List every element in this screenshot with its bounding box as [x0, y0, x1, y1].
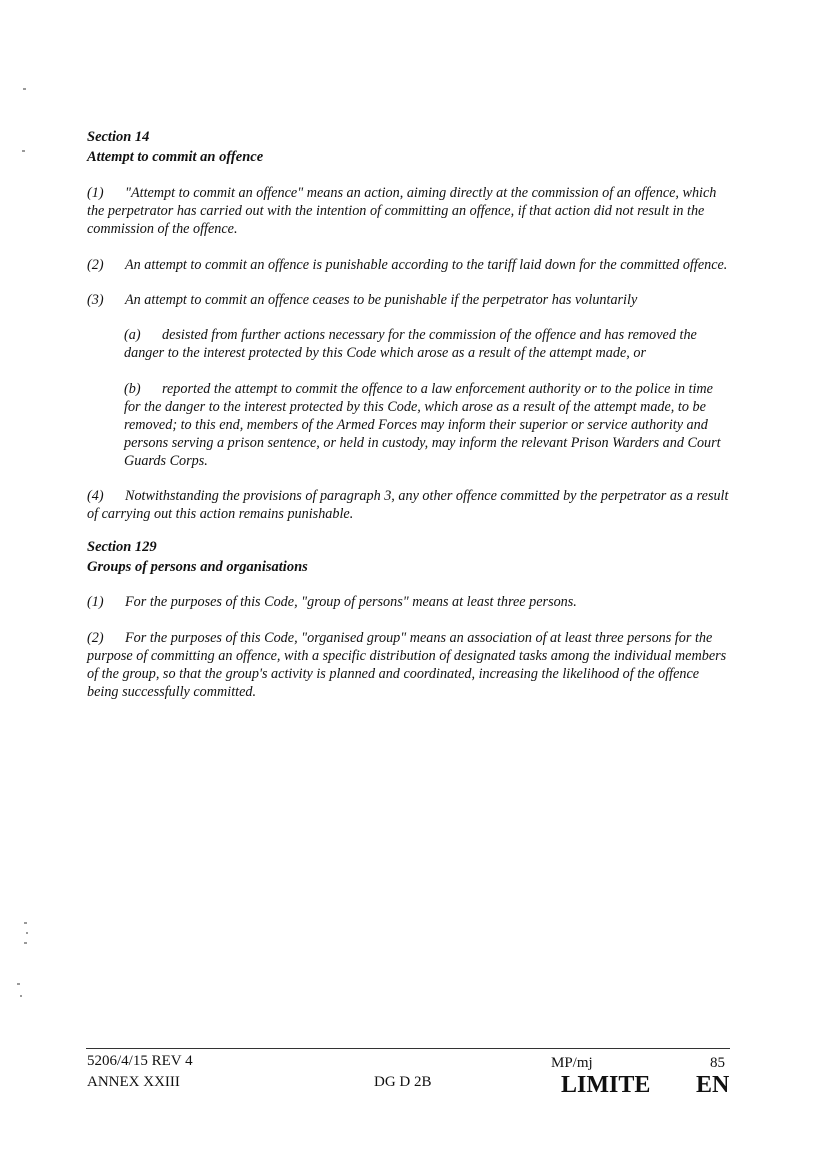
section-129 — [87, 537, 732, 701]
paragraph-4 — [87, 487, 732, 523]
section-129-title: Groups of persons and organisations — [87, 559, 308, 575]
paragraph-text: For the purposes of this Code, "organised group" means an association of at least three persons for the purpose of committing an offence, with a specific distribution of designated tasks among the individual members of the group, so that the group's activity is planned and coordinated, increasing the likelihood of the offence being successfully committed. — [87, 630, 727, 700]
classification-label: LIMITE — [561, 1072, 651, 1098]
paragraph-number: (1) — [87, 185, 104, 201]
author-initials: MP/mj — [551, 1055, 593, 1071]
language-code: EN — [696, 1072, 730, 1098]
paragraph-text: For the purposes of this Code, "group of persons" means at least three persons. — [125, 594, 577, 610]
section-14-label: Section 14 — [87, 129, 150, 145]
subparagraph-text: reported the attempt to commit the offence to a law enforcement authority or to the police in time for the danger to the interest protected by this Code, which arose as a result of the attempt made, to be removed; to this end, members of the Armed Forces may inform their superior or service authority and persons serving a prison sentence, or held in custody, may inform the relevant Prison Warders and Court Guards Corps. — [124, 381, 721, 469]
paragraph-text: Notwithstanding the provisions of paragraph 3, any other offence committed by the perpetrator as a result of carrying out this action remains punishable. — [87, 488, 729, 522]
annex-label: ANNEX XXIII — [87, 1074, 180, 1090]
scan-mark — [24, 942, 27, 944]
paragraph-1 — [87, 184, 732, 238]
document-reference: 5206/4/15 REV 4 — [87, 1053, 193, 1069]
section-129-label: Section 129 — [87, 539, 157, 555]
subparagraph-a — [87, 326, 732, 362]
footer-divider — [86, 1048, 730, 1049]
paragraph-number: (4) — [87, 488, 104, 504]
section-14 — [87, 127, 732, 523]
subparagraph-letter: (a) — [124, 327, 141, 343]
paragraph-number: (2) — [87, 630, 104, 646]
subparagraph-letter: (b) — [124, 381, 141, 397]
scan-mark — [22, 150, 25, 152]
paragraph-text: "Attempt to commit an offence" means an action, aiming directly at the commission of an offence, which the perpetrator has carried out with the intention of committing an offence, if that action did not result in the commission of the offence. — [87, 185, 717, 237]
paragraph-2 — [87, 629, 732, 701]
directorate-label: DG D 2B — [374, 1074, 432, 1090]
paragraph-text: An attempt to commit an offence is punishable according to the tariff laid down for the committed offence. — [125, 257, 728, 273]
paragraph-3 — [87, 291, 732, 309]
scan-mark — [20, 995, 22, 997]
section-14-title: Attempt to commit an offence — [87, 149, 264, 165]
paragraph-number: (2) — [87, 257, 104, 273]
paragraph-number: (1) — [87, 594, 104, 610]
subparagraph-text: desisted from further actions necessary for the commission of the offence and has removed the danger to the interest protected by this Code which arose as a result of the attempt made, or — [124, 327, 697, 361]
paragraph-text: An attempt to commit an offence ceases to be punishable if the perpetrator has voluntarily — [125, 292, 638, 308]
page-number: 85 — [710, 1055, 725, 1071]
scan-mark — [17, 983, 20, 985]
scan-mark — [24, 922, 27, 924]
subparagraph-b — [87, 380, 732, 470]
paragraph-2 — [87, 256, 732, 274]
document-body — [87, 127, 732, 701]
paragraph-1 — [87, 593, 732, 611]
scan-mark — [26, 932, 28, 934]
paragraph-number: (3) — [87, 292, 104, 308]
scan-mark — [23, 88, 26, 90]
